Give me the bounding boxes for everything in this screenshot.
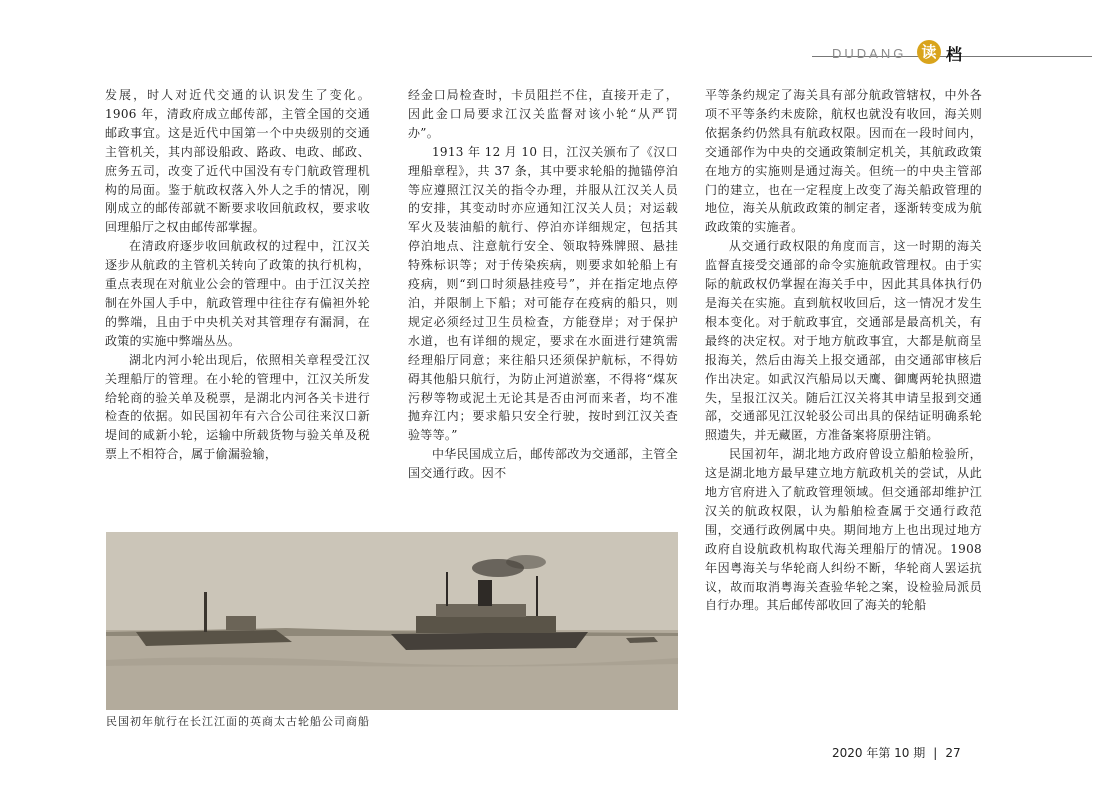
paragraph: 民国初年，湖北地方政府曾设立船舶检验所，这是湖北地方最早建立地方航政机关的尝试，从此地方官府进入了航政管理领域。但交通部却维护江汉关的航政权限，认为船舶检查属于交通行政范围，交通行政例属中央。期间地方上也出现过地方政府自设航政机构取代海关理船厅的情况。1908 年因粤海关与华轮商人纠纷不断，华轮商人罢运抗议，故而取消粤海关查验华轮之案，设检验局派员自行办理。其后邮传部收回了海关的轮船: [705, 447, 982, 613]
brand-badge-icon: 读: [917, 40, 941, 64]
paragraph: 中华民国成立后，邮传部改为交通部，主管全国交通行政。因不: [408, 447, 679, 481]
paragraph: 发展，时人对近代交通的认识发生了变化。1906 年，清政府成立邮传部，主管全国的交通邮政事宜。这是近代中国第一个中央级别的交通主管机关，其内部设船政、路政、电政、邮政、庶务五司，改变了近代中国没有专门航政管理机构的局面。鉴于航政权落入外人之手的情况，刚刚成立的邮传部就不断要求收回航政权，要求收回理船厅之权由邮传部掌握。: [105, 88, 370, 235]
paragraph: 平等条约规定了海关具有部分航政管辖权，中外各项不平等条约未废除，航权也就没有收回，海关则依据条约仍然具有航政权限。因而在一段时间内，交通部作为中央的交通政策制定机关，其航政政策在地方的实施则是通过海关。但统一的中央主管部门的建立，也在一定程度上改变了海关船政管理的地位，海关从航政政策的制定者，逐渐转变成为航政政策的实施者。: [705, 88, 982, 235]
photo-illustration: [106, 532, 678, 710]
page-number: 27: [945, 746, 961, 760]
text-column-3: [705, 86, 982, 615]
photo-caption: 民国初年航行在长江江面的英商太古轮船公司商船: [106, 715, 370, 728]
page-footer: [832, 744, 961, 761]
brand-latin: DUDANG: [832, 46, 907, 61]
footer-separator: |: [933, 746, 938, 760]
paragraph: 湖北内河小轮出现后，依照相关章程受江汉关理船厅的管理。在小轮的管理中，江汉关所发给轮商的验关单及税票，是湖北内河各关卡进行检查的依据。如民国初年有六合公司往来汉口新堤间的咸新小轮，运输中所载货物与验关单及税票上不相符合，属于偷漏验输，: [105, 352, 370, 462]
paragraph: 1913 年 12 月 10 日，江汉关颁布了《汉口理船章程》，共 37 条，其中要求轮船的抛锚停泊等应遵照江汉关的指令办理，并服从江汉关人员的安排，其变动时亦应通知江汉关人员；对运载军火及装油船的航行、停泊亦详细规定，包括其停泊地点、注意航行安全、领取特殊牌照、悬挂特殊标识等；对于传染疾病，则要求如轮船上有疫病，则“到口时须悬挂疫号”，并在指定地点停泊，并限制上下船；对可能存在疫病的船只，则规定必须经过卫生员检查，方能登岸；对于保护水道，也有详细的规定，要求在水面进行建筑需经理船厅同意；来往船只还须保护航标，不得妨碍其他船只航行，为防止河道淤塞，不得将“煤灰污秽等物或泥土无论其是否由河而来者，均不准抛弃江内；要求船只安全行驶，按时到江汉关查验等等。”: [408, 144, 678, 443]
paragraph: 在清政府逐步收回航政权的过程中，江汉关逐步从航政的主管机关转向了政策的执行机构，重点表现在对航业公会的管理中。由于江汉关控制在外国人手中，航政管理中往往存有偏袒外轮的弊端，且由于中央机关对其管理存有漏洞，在政策的实施中弊端丛丛。: [105, 239, 370, 348]
brand-word: 档: [946, 45, 963, 64]
page-header: [0, 0, 1100, 80]
historic-steamship-photo: [106, 532, 678, 710]
text-column-2: [408, 86, 678, 483]
issue-label: 2020 年第 10 期: [832, 746, 926, 760]
text-column-1: [105, 86, 370, 464]
paragraph: 从交通行政权限的角度而言，这一时期的海关监督直接受交通部的命令实施航政管理权。由于实际的航政权仍掌握在海关手中，因此其具体执行仍是海关在实施。直到航权收回后，这一情况才发生根本变化。对于航政事宜，交通部是最高机关，有最终的决定权。对于地方航政事宜，大都是航商呈报海关，然后由海关上报交通部，由交通部审核后作出决定。如武汉汽船局以天鹰、御鹰两轮执照遗失，呈报江汉关。随后江汉关将其申请呈报到交通部，交通部见江汉轮驳公司出具的保结证明确系轮照遗失，并无藏匿，方准备案将原册注销。: [705, 239, 982, 443]
paragraph: 经金口局检查时，卡员阻拦不住，直接开走了，因此金口局要求江汉关监督对该小轮“从严罚办”。: [408, 88, 678, 140]
